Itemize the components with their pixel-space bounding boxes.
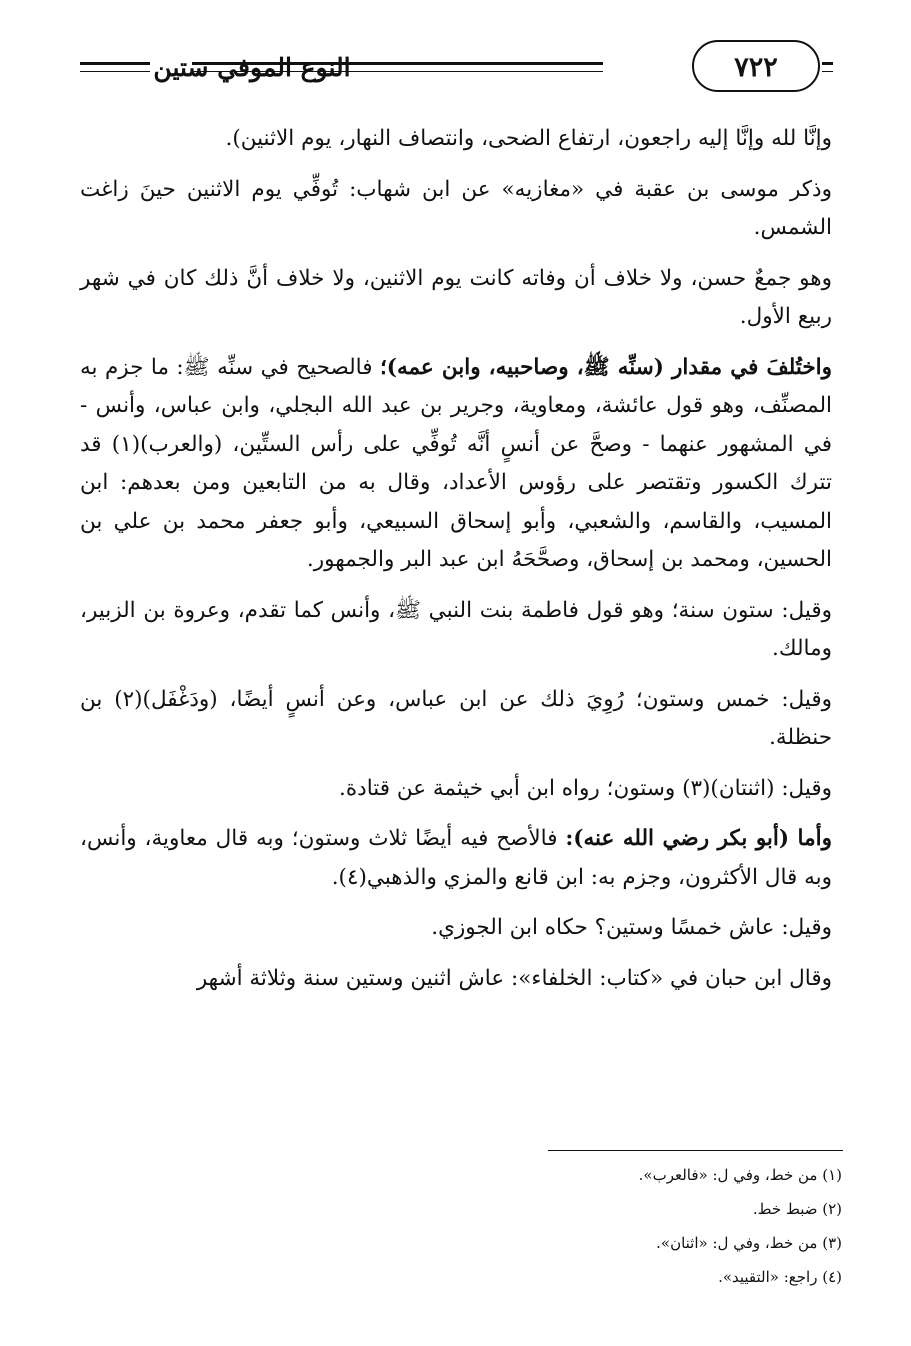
paragraph-6 [80, 681, 832, 758]
paragraph-text: وقيل: (اثنتان)(٣) وستون؛ رواه ابن أبي خيثمة عن قتادة. [339, 775, 832, 801]
paragraph-8 [80, 820, 832, 897]
header-rule-right [822, 62, 833, 72]
paragraph-5 [80, 592, 832, 669]
paragraph-lead: واختُلفَ في مقدار (سنِّه ﷺ، وصاحبيه، وابن عمه)؛ [379, 354, 833, 380]
paragraph-text: وقيل: عاش خمسًا وستين؟ حكاه ابن الجوزي. [431, 915, 832, 940]
footnote-3: (٣) من خط، وفي ل: «اثنان». [656, 1234, 842, 1252]
main-text [80, 120, 832, 1010]
page-number: ٧٢٢ [692, 40, 820, 92]
paragraph-text: وقيل: خمس وستون؛ رُوِيَ ذلك عن ابن عباس، وعن أنسٍ أيضًا، (ودَغْفَل)(٢) بن حنظلة. [80, 686, 832, 750]
footnote-2: (٢) ضبط خط. [752, 1200, 842, 1218]
paragraph-text: وإنَّا لله وإنَّا إليه راجعون، ارتفاع الضحى، وانتصاف النهار، يوم الاثنين). [225, 126, 832, 151]
paragraph-text: وذكر موسى بن عقبة في «مغازيه» عن ابن شهاب: تُوفِّي يوم الاثنين حينَ زاغت الشمس. [80, 176, 832, 240]
header-rule-short [80, 62, 150, 72]
page-header [80, 40, 833, 100]
footnote-4: (٤) راجع: «التقييد». [718, 1268, 842, 1286]
paragraph-10 [80, 960, 832, 999]
footnotes [80, 1158, 842, 1294]
paragraph-text: فالأصح فيه أيضًا ثلاث وستون؛ وبه قال معاوية، وأنس، وبه قال الأكثرون، وجزم به: ابن قانع والمزي والذهبي(٤). [80, 826, 832, 890]
paragraph-7 [80, 770, 832, 809]
paragraph-text: وقال ابن حبان في «كتاب: الخلفاء»: عاش اثنين وستين سنة وثلاثة أشهر [196, 965, 832, 991]
footnote-separator [548, 1150, 843, 1151]
running-title: النوع الموفي ستين [153, 53, 351, 82]
paragraph-text: وهو جمعٌ حسن، ولا خلاف أن وفاته كانت يوم الاثنين، ولا خلاف أنَّ ذلك كان في شهر ربيع الأول. [80, 265, 832, 329]
paragraph-text: وقيل: ستون سنة؛ وهو قول فاطمة بنت النبي ﷺ، وأنس كما تقدم، وعروة بن الزبير، ومالك. [80, 597, 832, 661]
footnote-1: (١) من خط، وفي ل: «فالعرب». [638, 1166, 842, 1184]
paragraph-9 [80, 909, 832, 948]
paragraph-4 [80, 349, 832, 580]
paragraph-lead: وأما (أبو بكر رضي الله عنه): [565, 826, 832, 851]
paragraph-1 [80, 120, 832, 159]
paragraph-3 [80, 260, 832, 337]
paragraph-2 [80, 171, 832, 248]
paragraph-text: فالصحيح في سنِّه ﷺ: ما جزم به المصنِّف، وهو قول عائشة، ومعاوية، وجرير بن عبد الله البجلي، وابن عباس، وأنس - في المشهور عنهما - وصحَّ عن أنسٍ أنَّه تُوفِّي على رأس الستِّين، (والعرب)(١) قد تترك الكسور وتقتصر على رؤوس الأعداد، وقال به من التابعين ومن بعدهم: ابن المسيب، والقاسم، والشعبي، وأبو إسحاق السبيعي، وأبو جعفر محمد بن علي بن الحسين، ومحمد بن إسحاق، وصحَّحَهُ ابن عبد البر والجمهور. [80, 354, 832, 572]
